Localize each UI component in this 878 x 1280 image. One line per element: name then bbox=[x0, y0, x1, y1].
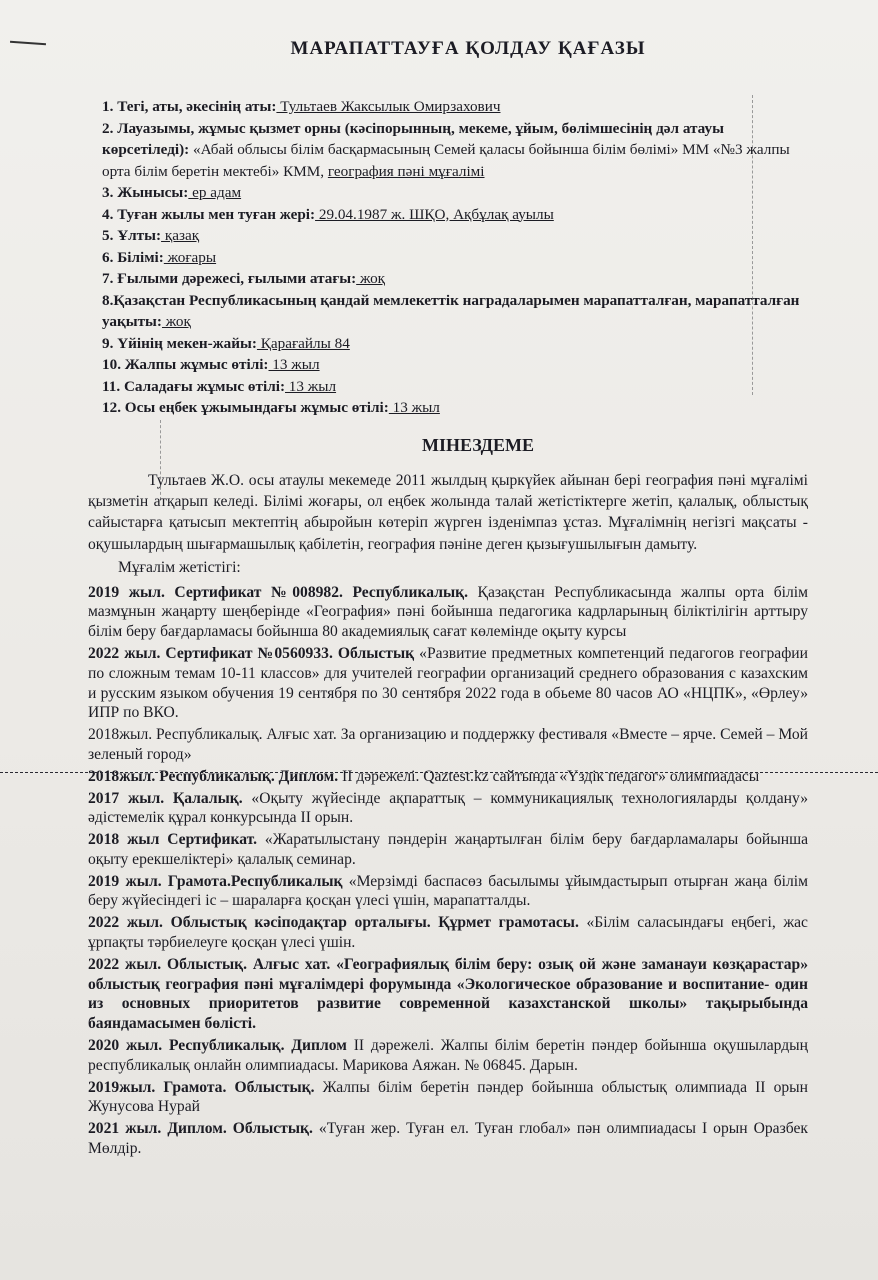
field-gender: 3. Жынысы: ер адам bbox=[102, 184, 242, 201]
field-sector-experience: 11. Саладағы жұмыс өтілі: 13 жыл bbox=[102, 377, 337, 395]
field-name: 1. Тегі, аты, әкесінің аты: Тультаев Жаксылык Омирзахович bbox=[102, 98, 501, 115]
achievement-heading: 2018жыл. Республикалық. Диплом. bbox=[88, 767, 339, 785]
achievement-item bbox=[88, 830, 808, 870]
achievement-item bbox=[88, 1036, 808, 1076]
achievement-heading: 2021 жыл. Диплом. Облыстық. bbox=[88, 1120, 313, 1138]
personal-fields bbox=[88, 96, 808, 419]
achievement-heading: 2022 жыл. Облыстық. Алғыс хат. «Географиялық білім беру: озық ой және заманауи көзқарастар» облыстық география пәні мұғалімдері форумында «Экологическое образование и воспитание- один из основных приоритетов развитие современной казахстанской школы» тақырыбында баяндамасымен бөлісті. bbox=[88, 955, 808, 1033]
achievement-heading: 2022 жыл. Облыстық кәсіподақтар орталығы. Құрмет грамотасы. bbox=[88, 914, 579, 932]
achievement-text: ІІ дәрежелі. Жалпы білім беретін пәндер бойынша оқушылардың республикалық онлайн олимпиадасы. Марикова Аяжан. № 06845. Дарын. bbox=[88, 1037, 808, 1074]
achievement-text: «Жаратылыстану пәндерін жаңартылған білім беру бағдарламалары бойынша оқыту ерекшеліктері» қалалық семинар. bbox=[88, 831, 808, 868]
achievement-item bbox=[88, 789, 808, 829]
characteristic-text: Тультаев Ж.О. осы атаулы мекемеде 2011 жылдың қыркүйек айынан бері география пәні мұғалімі қызметін атқарып келеді. Білімі жоғары, ол еңбек жолында талай жетістіктерге жетіп, қалалық, облыстық сайыстарға қатысып мектептің абыройын көтеріп жүрген ізденімпаз ұстаз. Мұғалімнің негізгі мақсаты - оқушылардың шығармашылық қабілетін, география пәніне деген қызығушылығын дамыту. bbox=[88, 471, 808, 553]
achievement-item bbox=[88, 767, 808, 787]
achievement-item bbox=[88, 583, 808, 642]
achievement-item bbox=[88, 1119, 808, 1159]
field-degree: 7. Ғылыми дәрежесі, ғылыми атағы: жоқ bbox=[102, 270, 386, 287]
pen-mark bbox=[10, 41, 46, 46]
field-address: 9. Үйінің мекен-жайы: Қарағайлы 84 bbox=[102, 334, 350, 352]
field-nationality: 5. Ұлты: қазақ bbox=[102, 227, 200, 244]
achievement-text: «Оқыту жүйесінде ақпараттық – коммуникациялық технологияларды қолдану» әдістемелік құрал конкурсында ІІ орын. bbox=[88, 789, 808, 827]
achievement-text: ІІ дәрежелі. Qaztest.kz сайтында «Үздік педагог» олимпиадасы bbox=[338, 767, 760, 785]
achievement-item bbox=[88, 644, 808, 723]
achievement-text: «Білім саласындағы еңбегі, жас ұрпақты тәрбиелеуге қосқан үлесі үшін. bbox=[88, 914, 808, 952]
achievement-text: Жалпы білім беретін пәндер бойынша облыстық олимпиада ІІ орын Жунусова Нурай bbox=[88, 1078, 808, 1116]
achievement-heading: 2019 жыл. Сертификат №008982. Республикалық. bbox=[88, 583, 469, 601]
field-total-experience: 10. Жалпы жұмыс өтілі: 13 жыл bbox=[102, 356, 320, 373]
achievements-list bbox=[88, 583, 808, 1159]
field-education: 6. Білімі: жоғары bbox=[102, 248, 217, 266]
achievement-text: «Развитие предметных компетенций педагогов географии по сложным темам 10-11 классов» для учителей географии организаций среднего образования с казахским и русским языком обучения 19 сентября по 30 сентября 2022 года в обьеме 80 часов АО «НЦПК», «Өрлеу» ИПР по ВКО. bbox=[88, 644, 808, 722]
field-awards: 8.Қазақстан Республикасының қандай мемлекеттік наградаларымен марапатталған, марапатталған уақыты: жоқ bbox=[102, 291, 800, 330]
section-title: МІНЕЗДЕМЕ bbox=[421, 434, 534, 455]
field-org-experience: 12. Осы еңбек ұжымындағы жұмыс өтілі: 13 жыл bbox=[102, 399, 440, 416]
achievement-heading: 2019жыл. Грамота. Облыстық. bbox=[88, 1078, 315, 1096]
achievement-item bbox=[88, 955, 808, 1034]
field-birth: 4. Туған жылы мен туған жері: 29.04.1987 ж. ШҚО, Ақбұлақ ауылы bbox=[102, 205, 554, 223]
achievement-item bbox=[88, 1078, 808, 1118]
achievement-text: «Туған жер. Туған ел. Туған глобал» пән олимпиадасы І орын Оразбек Мөлдір. bbox=[88, 1120, 808, 1158]
document-title: МАРАПАТТАУҒА ҚОЛДАУ ҚАҒАЗЫ bbox=[290, 38, 646, 59]
achievement-heading: 2020 жыл. Республикалық. Диплом bbox=[88, 1037, 347, 1055]
achievement-text: «Мерзімді баспасөз басылымы ұйымдастырып отырған жаңа білім беру жүйесіндегі іс – шараларға қосқан үлесі үшін, марапатталды. bbox=[88, 872, 808, 910]
achievement-heading: 2019 жыл. Грамота.Республикалық bbox=[88, 872, 343, 890]
achievement-item bbox=[88, 872, 808, 912]
achievement-heading: 2018 жыл Сертификат. bbox=[88, 831, 258, 849]
achievement-item bbox=[88, 913, 808, 953]
achievement-item bbox=[88, 725, 808, 765]
achievement-heading: 2022 жыл. Сертификат №0560933. Облыстық bbox=[88, 644, 415, 662]
achievement-text: 2018жыл. Республикалық. Алғыс хат. За организацию и поддержку фестиваля «Вместе – ярче. Семей – Мой зеленый город» bbox=[88, 726, 808, 763]
achievement-text: Қазақстан Республикасында жалпы орта білім мазмұнын жаңарту шеңберінде «География» пәні бойынша педагогика кадрларының біліктілігін арттыру білім беру бағдарламасы бойынша 80 академиялық сағат көлемінде оқыту курсы bbox=[88, 583, 808, 641]
field-position: 2. Лауазымы, жұмыс қызмет орны (кәсіпорынның, мекеме, ұйым, бөлімшесінің дәл атауы көрсетіледі): «Абай облысы білім басқармасының Семей қаласы бойынша білім бөлімі» ММ «№3 жалпы орта білім беретін мектебі» КММ, география пәні мұғалімі bbox=[102, 119, 790, 180]
document-body bbox=[88, 38, 808, 1161]
achievement-heading: 2017 жыл. Қалалық. bbox=[88, 789, 243, 807]
achievements-heading: Мұғалім жетістігі: bbox=[118, 559, 241, 577]
dashed-cut-line bbox=[0, 772, 878, 773]
